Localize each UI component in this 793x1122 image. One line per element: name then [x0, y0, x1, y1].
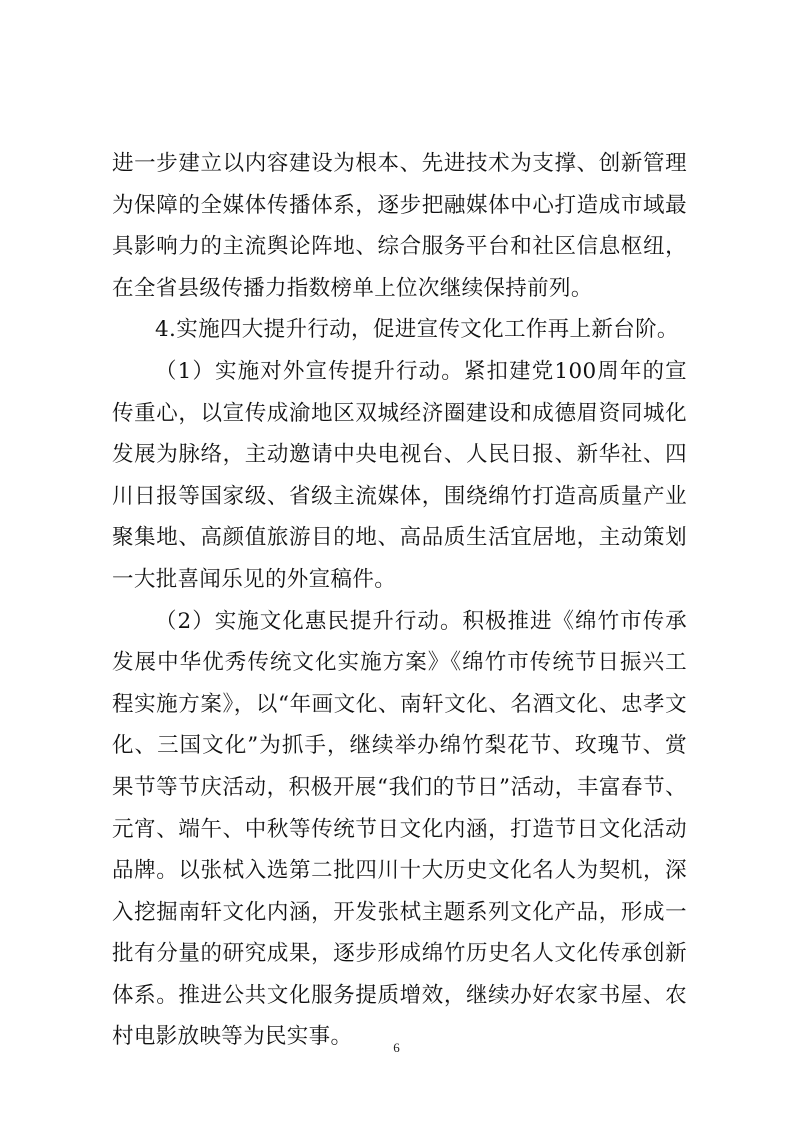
paragraph-section-heading: 4.实施四大提升行动，促进宣传文化工作再上新台阶。	[155, 317, 679, 343]
page-number: 6	[393, 1040, 400, 1055]
paragraph-external-publicity: （1）实施对外宣传提升行动。紧扣建党100周年的宣传重心，以宣传成渝地区双城经济圈建设和成德眉资同城化发展为脉络，主动邀请中央电视台、人民日报、新华社、四川日报等国家级、省级主流媒体，围绕绵竹打造高质量产业聚集地、高颜值旅游目的地、高品质生活宜居地，主动策划一大批喜闻乐见的外宣稿件。	[112, 358, 687, 592]
body-text	[112, 143, 687, 1058]
paragraph-continuation: 进一步建立以内容建设为根本、先进技术为支撑、创新管理为保障的全媒体传播体系，逐步把融媒体中心打造成市域最具影响力的主流舆论阵地、综合服务平台和社区信息枢纽，在全省县级传播力指数榜单上位次继续保持前列。	[112, 151, 687, 301]
paragraph-cultural-benefit: （2）实施文化惠民提升行动。积极推进《绵竹市传承发展中华优秀传统文化实施方案》《绵竹市传统节日振兴工程实施方案》，以“年画文化、南轩文化、名酒文化、忠孝文化、三国文化”为抓手，继续举办绵竹梨花节、玫瑰节、赏果节等节庆活动，积极开展“我们的节日”活动，丰富春节、元宵、端午、中秋等传统节日文化内涵，打造节日文化活动品牌。以张栻入选第二批四川十大历史文化名人为契机，深入挖掘南轩文化内涵，开发张栻主题系列文化产品，形成一批有分量的研究成果，逐步形成绵竹历史名人文化传承创新体系。推进公共文化服务提质增效，继续办好农家书屋、农村电影放映等为民实事。	[112, 608, 687, 1050]
